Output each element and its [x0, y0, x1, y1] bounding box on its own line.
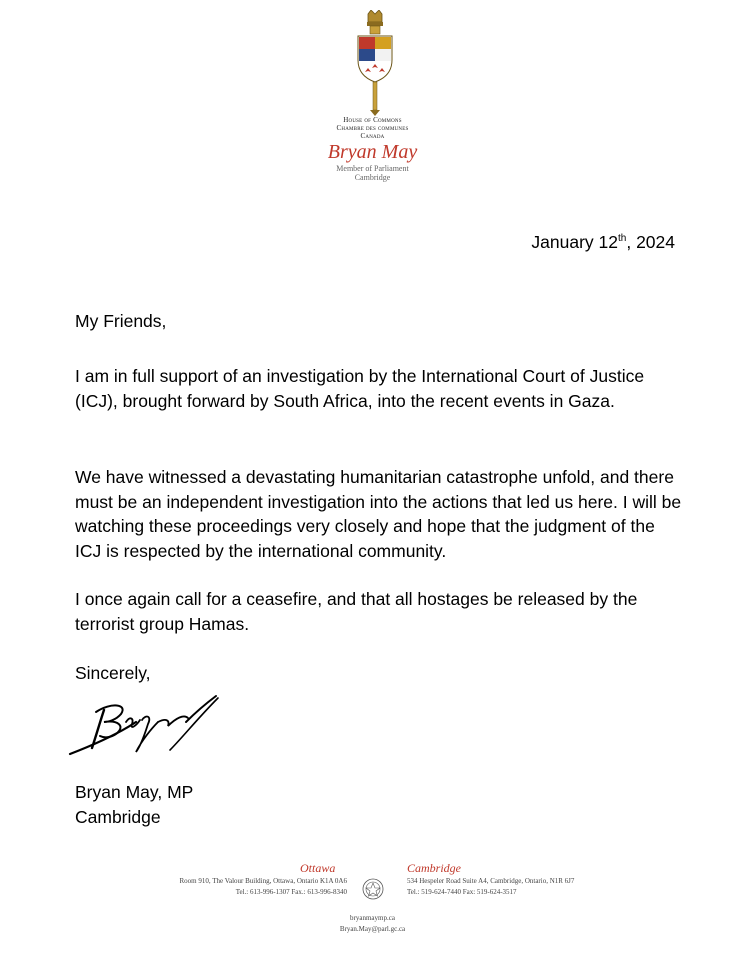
house-of-commons-crest-icon — [354, 10, 396, 116]
date-ordinal-suffix: th — [618, 233, 627, 245]
letterhead-riding: Cambridge — [354, 173, 391, 182]
handwritten-signature — [66, 692, 226, 762]
letterhead-name: Bryan May — [327, 141, 418, 163]
parliament-seal-icon — [362, 878, 384, 900]
footer-cambridge-phone: Tel.: 519-624-7440 Fax: 519-624-3517 — [407, 888, 517, 896]
footer-email[interactable]: Bryan.May@parl.gc.ca — [339, 925, 406, 933]
date-year: , 2024 — [626, 232, 675, 252]
footer-cambridge-city: Cambridge — [407, 861, 461, 875]
footer-ottawa-address: Room 910, The Valour Building, Ottawa, Ontario K1A 0A6 — [179, 877, 347, 885]
signatory-name: Bryan May, MP — [75, 782, 194, 802]
date-month-day: January 12 — [531, 232, 618, 252]
letter-paragraph: We have witnessed a devastating humanitarian catastrophe unfold, and there must be an independent investigation into the actions that led us here. I will be watching these proceedings very closely and hope that the judgment of the ICJ is respected by the international community. — [75, 467, 682, 561]
footer-website[interactable]: bryanmaymp.ca — [350, 914, 395, 922]
letter-closing: Sincerely, — [75, 663, 151, 683]
letter-date — [531, 230, 675, 255]
signatory-riding: Cambridge — [75, 807, 161, 827]
letterhead-role: Member of Parliament — [336, 164, 409, 173]
letter-greeting: My Friends, — [75, 311, 167, 331]
letter-paragraph: I once again call for a ceasefire, and that all hostages be released by the terrorist group Hamas. — [75, 589, 638, 634]
footer-ottawa-city: Ottawa — [300, 861, 336, 875]
letterhead-house-en: House of Commons — [343, 116, 402, 124]
letterhead-house-fr: Chambre des communes — [336, 124, 409, 132]
letterhead-country: Canada — [360, 132, 385, 140]
footer-ottawa-phone: Tel.: 613-996-1307 Fax.: 613-996-8340 — [235, 888, 347, 896]
footer-cambridge-address: 534 Hespeler Road Suite A4, Cambridge, Ontario, N1R 6J7 — [407, 877, 575, 885]
letter-paragraph: I am in full support of an investigation by the International Court of Justice (ICJ), brought forward by South Africa, into the recent events in Gaza. — [75, 366, 645, 411]
